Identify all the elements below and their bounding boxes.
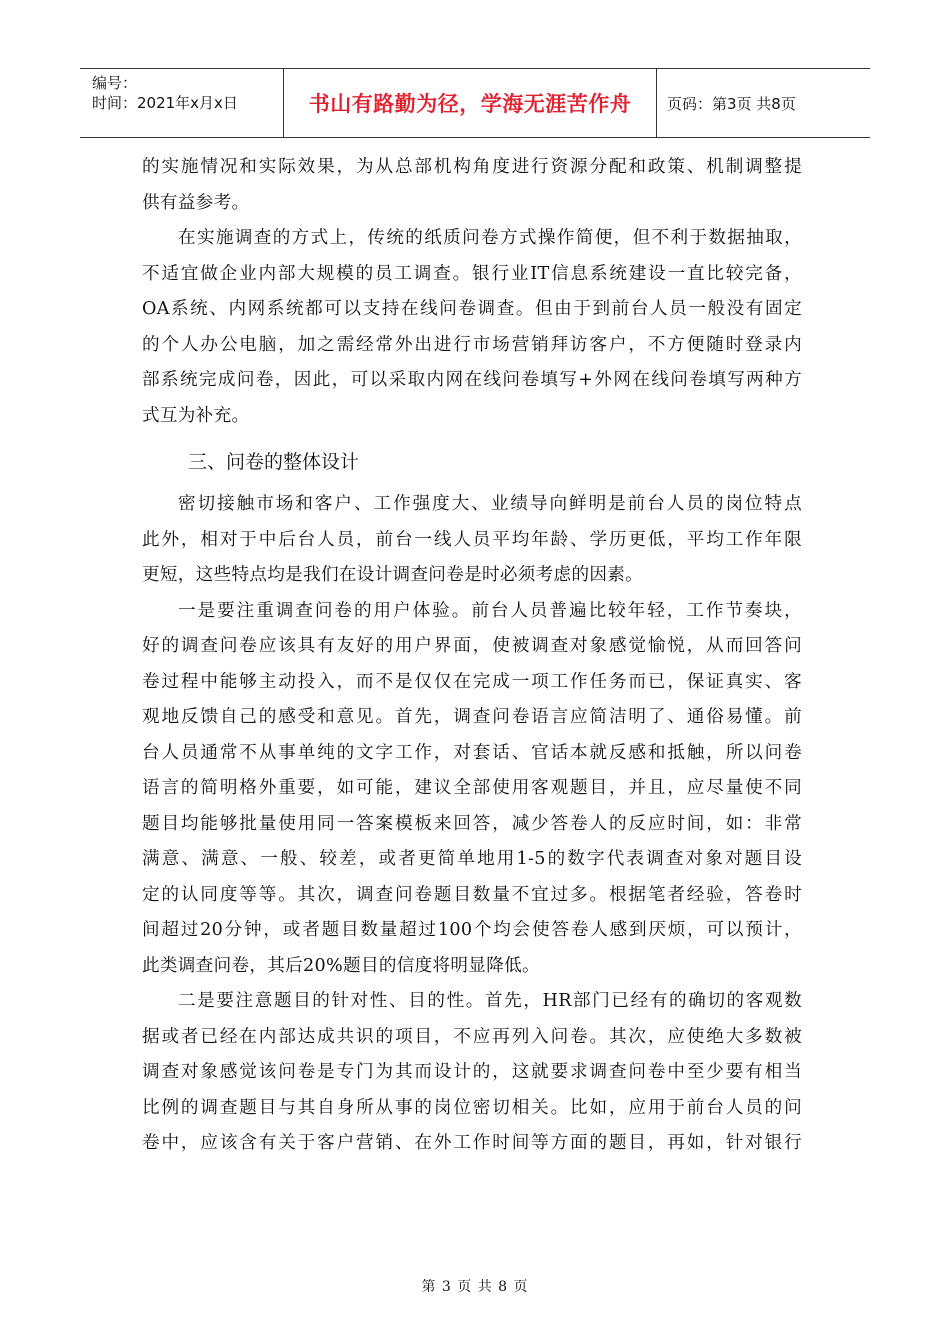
body-line: 的个人办公电脑，加之需经常外出进行市场营销拜访客户，不方便随时登录内 <box>142 334 802 355</box>
body-line: 定的认同度等等。其次，调查问卷题目数量不宜过多。根据笔者经验，答卷时 <box>142 884 802 905</box>
body-line: 卷中，应该含有关于客户营销、在外工作时间等方面的题目，再如，针对银行 <box>142 1133 802 1153</box>
body-line: 一是要注重调查问卷的用户体验。前台人员普遍比较年轻，工作节奏块， <box>178 600 802 621</box>
page-footer: 第 3 页 共 8 页 <box>421 1279 529 1295</box>
page-header <box>80 68 870 138</box>
header-page-info: 页码：第3页 共8页 <box>667 94 796 113</box>
header-meta <box>80 69 284 137</box>
body-line: 二是要注意题目的针对性、目的性。首先，HR部门已经有的确切的客观数 <box>178 991 802 1011</box>
document-body <box>142 150 802 1162</box>
body-line: 语言的简明格外重要，如可能，建议全部使用客观题目，并且，应尽量使不同 <box>142 778 802 798</box>
header-motto: 书山有路勤为径，学海无涯苦作舟 <box>284 69 657 137</box>
body-line: 间超过20分钟，或者题目数量超过100个均会使答卷人感到厌烦，可以预计， <box>142 920 802 940</box>
body-line: 式互为补充。 <box>142 405 250 426</box>
number-label: 编号： <box>92 74 138 92</box>
body-line: 满意、满意、一般、较差，或者更简单地用1-5的数字代表调查对象对题目设 <box>142 849 802 869</box>
body-line: 比例的调查题目与其自身所从事的岗位密切相关。比如，应用于前台人员的问 <box>142 1097 802 1118</box>
section-heading: 三、问卷的整体设计 <box>188 451 360 473</box>
body-line: 题目均能够批量使用同一答案模板来回答，减少答卷人的反应时间，如：非常 <box>142 813 802 834</box>
body-line: 台人员通常不从事单纯的文字工作，对套话、官话本就反感和抵触，所以问卷 <box>142 742 802 763</box>
body-line: 据或者已经在内部达成共识的项目，不应再列入问卷。其次，应使绝大多数被 <box>142 1026 802 1047</box>
body-line: 好的调查问卷应该具有友好的用户界面，使被调查对象感觉愉悦，从而回答问 <box>142 636 802 656</box>
body-line: 不适宜做企业内部大规模的员工调查。银行业IT信息系统建设一直比较完备， <box>142 263 802 284</box>
body-line: 部系统完成问卷，因此，可以采取内网在线问卷填写+外网在线问卷填写两种方 <box>142 370 802 390</box>
body-line: 密切接触市场和客户、工作强度大、业绩导向鲜明是前台人员的岗位特点 <box>178 494 802 514</box>
body-line: 卷过程中能够主动投入，而不是仅仅在完成一项工作任务而已，保证真实、客 <box>142 671 802 692</box>
body-line: 观地反馈自己的感受和意见。首先，调查问卷语言应简洁明了、通俗易懂。前 <box>142 707 802 727</box>
body-line: 调查对象感觉该问卷是专门为其而设计的，这就要求调查问卷中至少要有相当 <box>142 1062 802 1082</box>
time-label: 时间：2021年x月x日 <box>92 94 238 112</box>
body-line: 的实施情况和实际效果，为从总部机构角度进行资源分配和政策、机制调整提 <box>142 157 802 177</box>
body-line: OA系统、内网系统都可以支持在线问卷调查。但由于到前台人员一般没有固定 <box>142 299 802 319</box>
body-line: 供有益参考。 <box>142 192 250 213</box>
body-line: 此外，相对于中后台人员，前台一线人员平均年龄、学历更低，平均工作年限 <box>142 529 802 550</box>
body-line: 在实施调查的方式上，传统的纸质问卷方式操作简便，但不利于数据抽取， <box>178 228 802 248</box>
body-line: 此类调查问卷，其后20%题目的信度将明显降低。 <box>142 955 540 976</box>
body-line: 更短，这些特点均是我们在设计调查问卷是时必须考虑的因素。 <box>142 565 644 585</box>
